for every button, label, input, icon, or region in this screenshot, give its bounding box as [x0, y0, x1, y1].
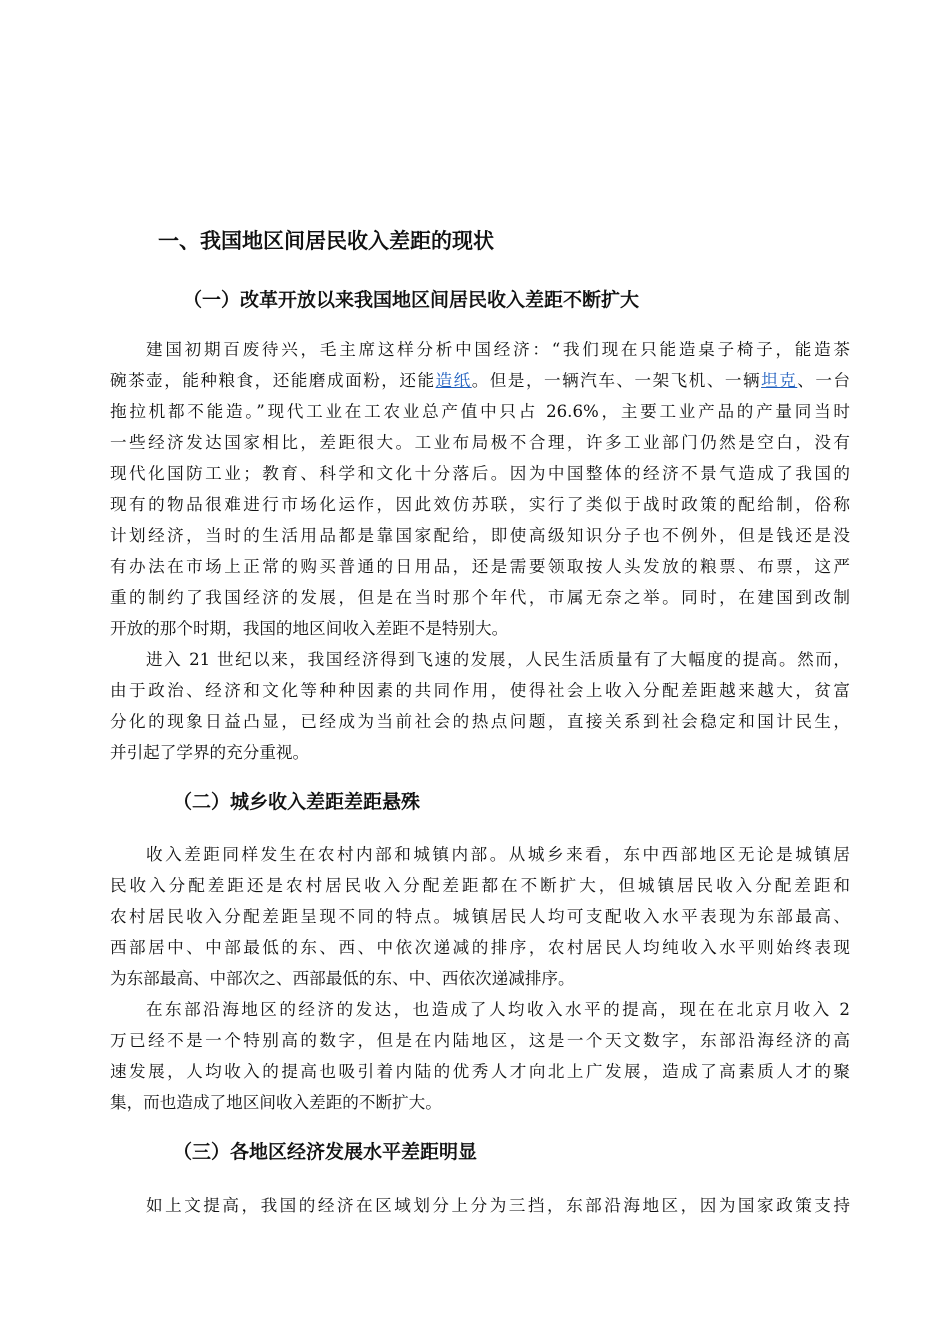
text-line: 建国初期百废待兴，毛主席这样分析中国经济：“我们现在只能造桌子椅子，能造茶: [146, 340, 850, 359]
section-2-paragraph-1: [110, 839, 850, 994]
text-line: 进入 21 世纪以来，我国经济得到飞速的发展，人民生活质量有了大幅度的提高。然而，: [146, 650, 850, 669]
text-line: 重的制约了我国经济的发展，但是在当时那个年代，市属无奈之举。同时，在建国到改制: [110, 588, 850, 607]
text-line: 由于政治、经济和文化等种种因素的共同作用，使得社会上收入分配差距越来越大，贫富: [110, 681, 850, 700]
link-zaozhi[interactable]: 造纸: [435, 371, 472, 390]
text-line: 开放的那个时期，我国的地区间收入差距不是特别大。: [110, 619, 509, 638]
section-2-paragraph-2: [110, 994, 850, 1118]
text-run: 碗茶壶，能种粮食，还能磨成面粉，还能: [110, 371, 436, 390]
text-line: 有办法在市场上正常的购买普通的日用品，还是需要领取按人头发放的粮票、布票，这严: [110, 557, 850, 576]
text-line: 一些经济发达国家相比，差距很大。工业布局极不合理，许多工业部门仍然是空白，没有: [110, 433, 850, 452]
text-line: 在东部沿海地区的经济的发达，也造成了人均收入水平的提高，现在在北京月收入 2: [146, 1000, 850, 1019]
text-line: 速发展，人均收入的提高也吸引着内陆的优秀人才向北上广发展，造成了高素质人才的聚: [110, 1062, 850, 1081]
link-tanke[interactable]: 坦克: [761, 371, 798, 390]
text-run: 、一台: [797, 371, 851, 390]
section-1-title: （一）改革开放以来我国地区间居民收入差距不断扩大: [183, 289, 640, 311]
text-line: 并引起了学界的充分重视。: [110, 743, 310, 762]
text-line: 如上文提高，我国的经济在区域划分上分为三挡，东部沿海地区，因为国家政策支持: [146, 1196, 850, 1215]
text-line: 拖拉机都不能造。”现代工业在工农业总产值中只占 26.6%，主要工业产品的产量同当时: [110, 402, 850, 421]
section-2-title: （二）城乡收入差距差距悬殊: [173, 791, 421, 813]
section-3-paragraph-1: [110, 1190, 850, 1221]
text-line: 西部居中、中部最低的东、西、中依次递减的排序，农村居民人均纯收入水平则始终表现: [110, 938, 850, 957]
section-1-paragraph-2: [110, 644, 850, 768]
section-3-title: （三）各地区经济发展水平差距明显: [173, 1141, 478, 1163]
text-line: 现代化国防工业；教育、科学和文化十分落后。因为中国整体的经济不景气造成了我国的: [110, 464, 850, 483]
text-line: 集，而也造成了地区间收入差距的不断扩大。: [110, 1093, 442, 1112]
text-line: 现有的物品很难进行市场化运作，因此效仿苏联，实行了类似于战时政策的配给制，俗称: [110, 495, 850, 514]
text-line: 万已经不是一个特别高的数字，但是在内陆地区，这是一个天文数字，东部沿海经济的高: [110, 1031, 850, 1050]
text-line: 计划经济，当时的生活用品都是靠国家配给，即使高级知识分子也不例外，但是钱还是没: [110, 526, 850, 545]
text-line: [110, 365, 850, 396]
text-line: 收入差距同样发生在农村内部和城镇内部。从城乡来看，东中西部地区无论是城镇居: [146, 845, 850, 864]
text-line: 分化的现象日益凸显，已经成为当前社会的热点问题，直接关系到社会稳定和国计民生，: [110, 712, 850, 731]
text-line: 民收入分配差距还是农村居民收入分配差距都在不断扩大，但城镇居民收入分配差距和: [110, 876, 850, 895]
main-heading: 一、我国地区间居民收入差距的现状: [158, 228, 494, 253]
text-line: 为东部最高、中部次之、西部最低的东、中、西依次递减排序。: [110, 969, 575, 988]
section-1-paragraph-1: [110, 334, 850, 644]
text-line: 农村居民收入分配差距呈现不同的特点。城镇居民人均可支配收入水平表现为东部最高、: [110, 907, 850, 926]
text-run: 。但是，一辆汽车、一架飞机、一辆: [471, 371, 762, 390]
